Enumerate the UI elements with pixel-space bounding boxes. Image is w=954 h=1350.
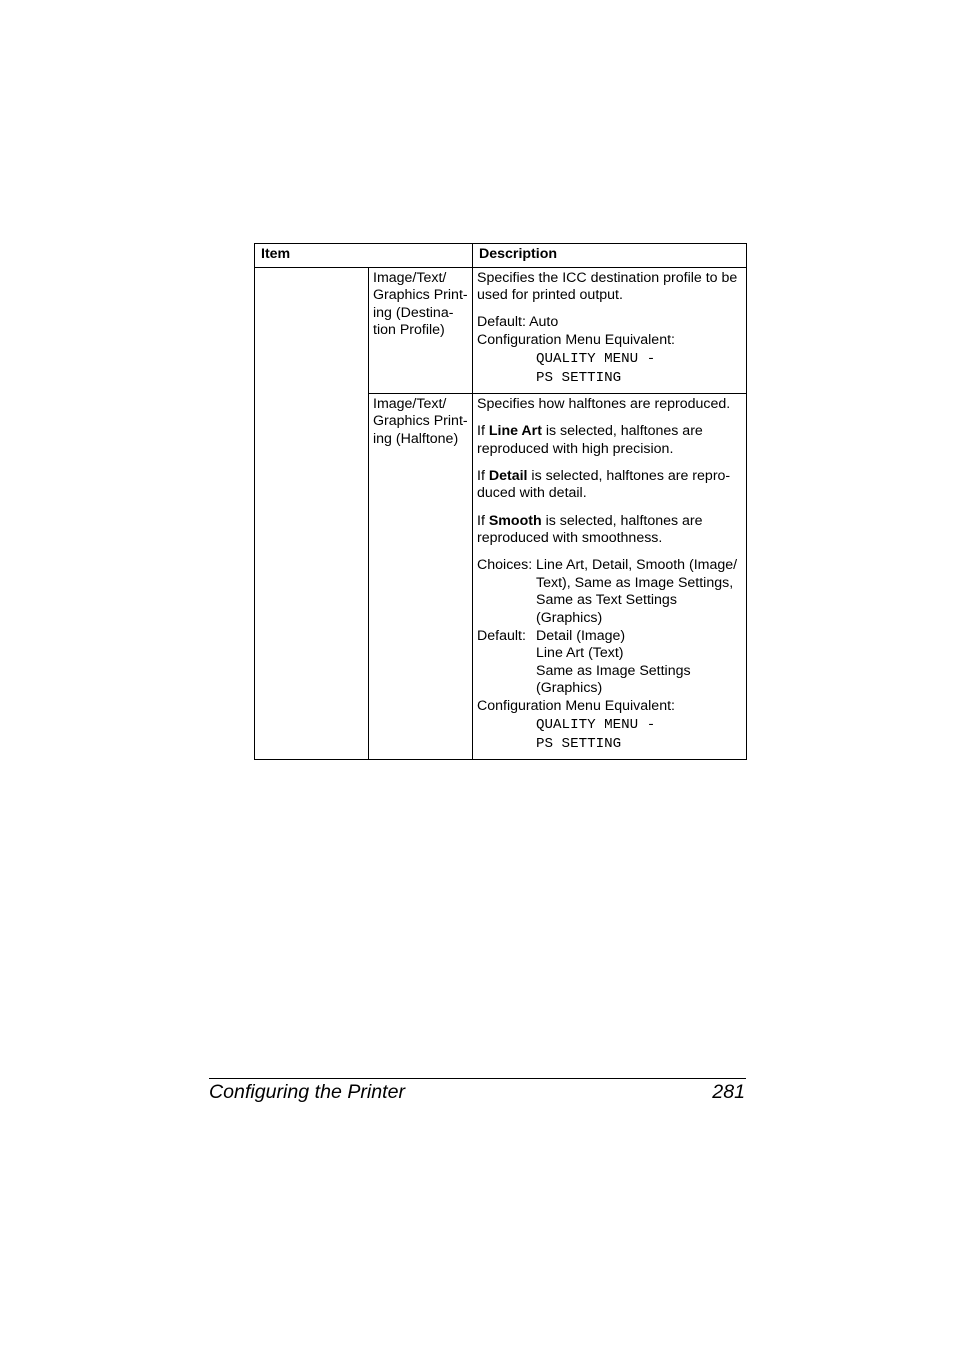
default-value: Line Art (Text) [536,645,624,662]
item-line: ing (Destina- [373,304,454,321]
description-intro: Specifies how halftones are reproduced. [477,395,731,412]
config-value: QUALITY MENU - [536,716,656,733]
config-value: PS SETTING [536,370,622,387]
page-number: 281 [712,1081,745,1103]
description-cell [473,267,747,393]
item-cell [369,267,473,393]
default-label: Default: [477,627,526,644]
config-label: Configuration Menu Equivalent: [477,698,675,715]
default-row [477,628,744,698]
config-value: PS SETTING [536,736,622,753]
item-line: Image/Text/ [373,269,447,286]
option-smooth: If Smooth is selected, halftones are reproduced with smoothness. [477,512,703,547]
option-detail: If Detail is selected, halftones are repro-duced with detail. [477,467,731,502]
table-header-row [255,244,747,268]
choices-row [477,557,744,627]
config-value: QUALITY MENU - [536,350,656,367]
item-line: Image/Text/ [373,395,447,412]
choices-label: Choices: [477,557,533,574]
choices-value: Line Art, Detail, Smooth (Image/ Text), Same as Image Settings, Same as Text Settings (Graphics) [536,557,738,627]
item-label [369,394,472,453]
item-cell [369,393,473,759]
item-line: tion Profile) [373,322,445,339]
default-value: Same as Image Settings (Graphics) [536,662,691,697]
footer-rule [209,1078,746,1079]
description-intro: Specifies the ICC destination profile to be used for printed output. [477,269,738,304]
description-cell [473,393,747,759]
header-description: Description [473,244,747,268]
option-line-art: If Line Art is selected, halftones are reproduced with high precision. [477,422,703,457]
item-line: ing (Halftone) [373,430,459,447]
settings-table [254,243,747,760]
item-group-cell [255,267,369,759]
item-line: Graphics Print- [373,287,468,304]
default-line: Default: Auto [477,314,559,331]
item-line: Graphics Print- [373,413,468,430]
config-label: Configuration Menu Equivalent: [477,331,675,348]
footer-title: Configuring the Printer [209,1081,406,1103]
item-label [369,268,472,344]
default-value: Detail (Image) [536,627,626,644]
table-row [255,267,747,393]
header-item: Item [255,244,473,268]
